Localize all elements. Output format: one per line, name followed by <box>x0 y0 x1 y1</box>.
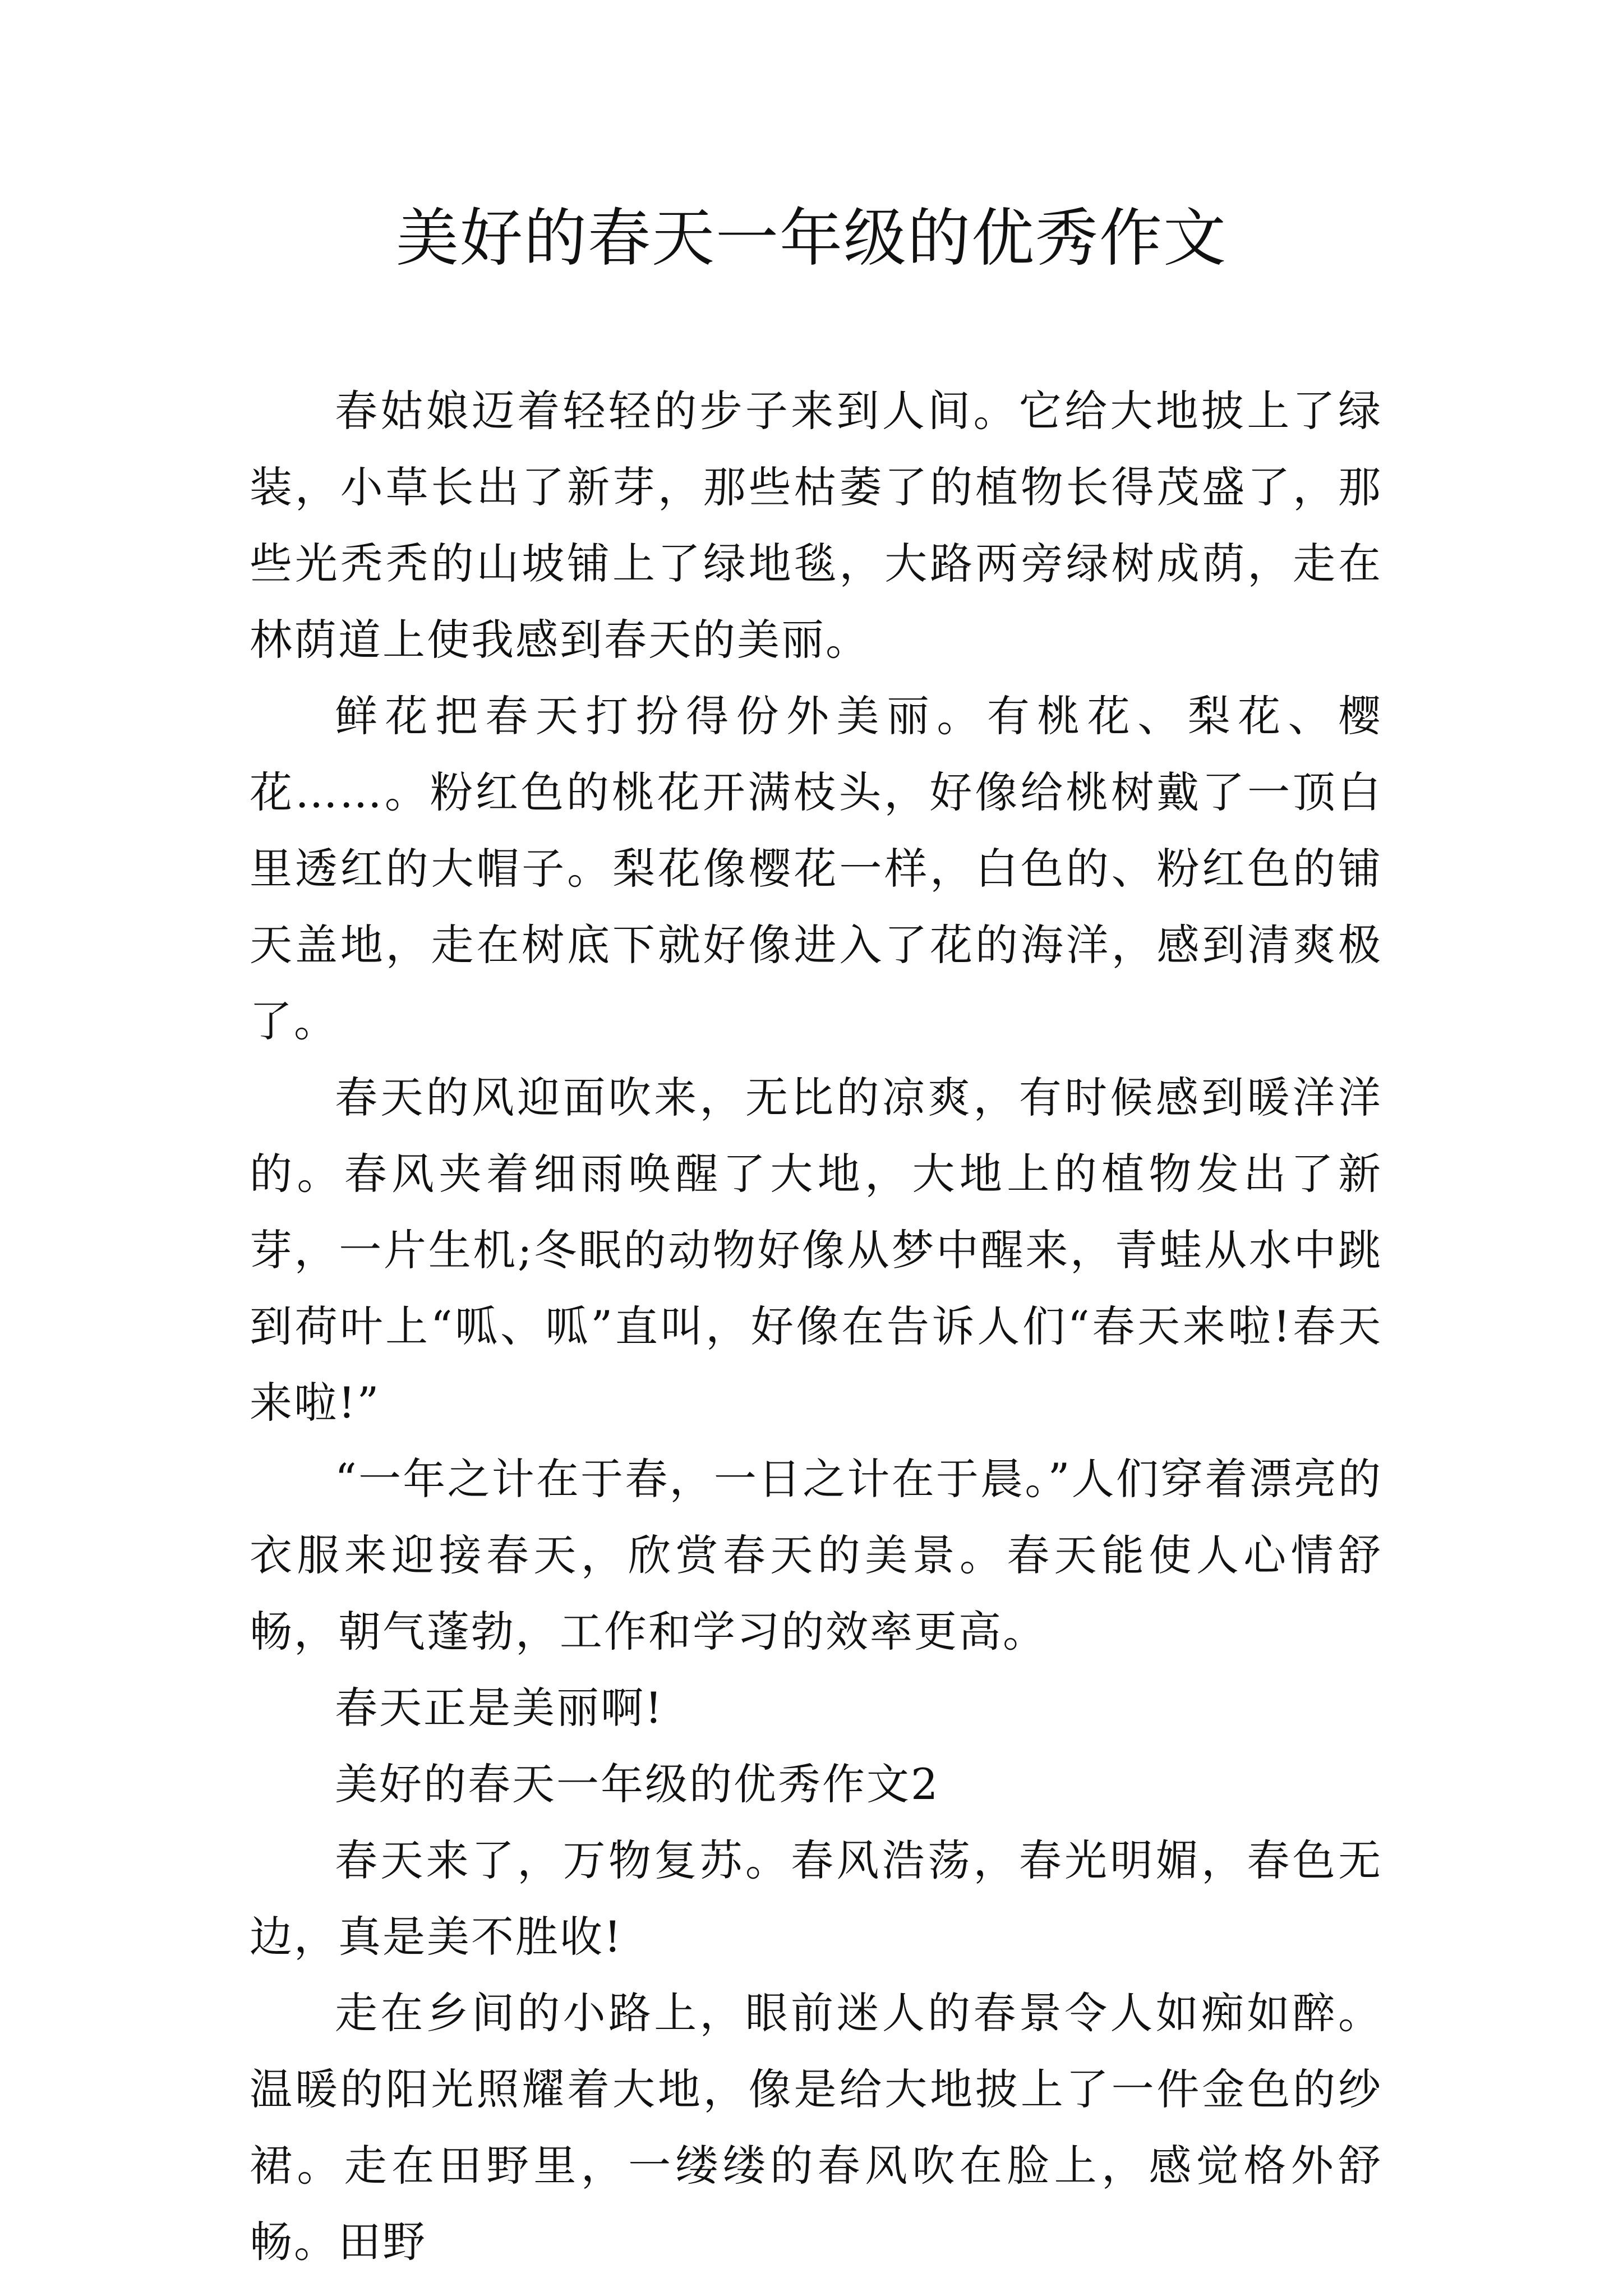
document-body <box>250 373 1382 2280</box>
paragraph-2: 鲜花把春天打扮得份外美丽。有桃花、梨花、樱花……。粉红色的桃花开满枝头，好像给桃树戴了一顶白里透红的大帽子。梨花像樱花一样，白色的、粉红色的铺天盖地，走在树底下就好像进入了花的海洋，感到清爽极了。 <box>250 691 1382 1046</box>
paragraph-6: 春天来了，万物复苏。春风浩荡，春光明媚，春色无边，真是美不胜收! <box>250 1835 1382 1962</box>
paragraph-1: 春姑娘迈着轻轻的步子来到人间。它给大地披上了绿装，小草长出了新芽，那些枯萎了的植物长得茂盛了，那些光秃秃的山坡铺上了绿地毯，大路两旁绿树成荫，走在林荫道上使我感到春天的美丽。 <box>250 386 1382 665</box>
paragraph-3: 春天的风迎面吹来，无比的凉爽，有时候感到暖洋洋的。春风夹着细雨唤醒了大地，大地上的植物发出了新芽，一片生机;冬眠的动物好像从梦中醒来，青蛙从水中跳到荷叶上“呱、呱”直叫，好像在告诉人们“春天来啦!春天来啦!” <box>250 1073 1382 1428</box>
paragraph-5: 春天正是美丽啊! <box>335 1683 664 1733</box>
paragraph-4: “一年之计在于春，一日之计在于晨。”人们穿着漂亮的衣服来迎接春天，欣赏春天的美景。春天能使人心情舒畅，朝气蓬勃，工作和学习的效率更高。 <box>250 1454 1382 1657</box>
paragraph-7: 走在乡间的小路上，眼前迷人的春景令人如痴如醉。温暖的阳光照耀着大地，像是给大地披上了一件金色的纱裙。走在田野里，一缕缕的春风吹在脸上，感觉格外舒畅。田野 <box>250 1988 1382 2267</box>
section-heading-2: 美好的春天一年级的优秀作文2 <box>335 1759 940 1809</box>
document-title: 美好的春天一年级的优秀作文 <box>396 202 1227 275</box>
